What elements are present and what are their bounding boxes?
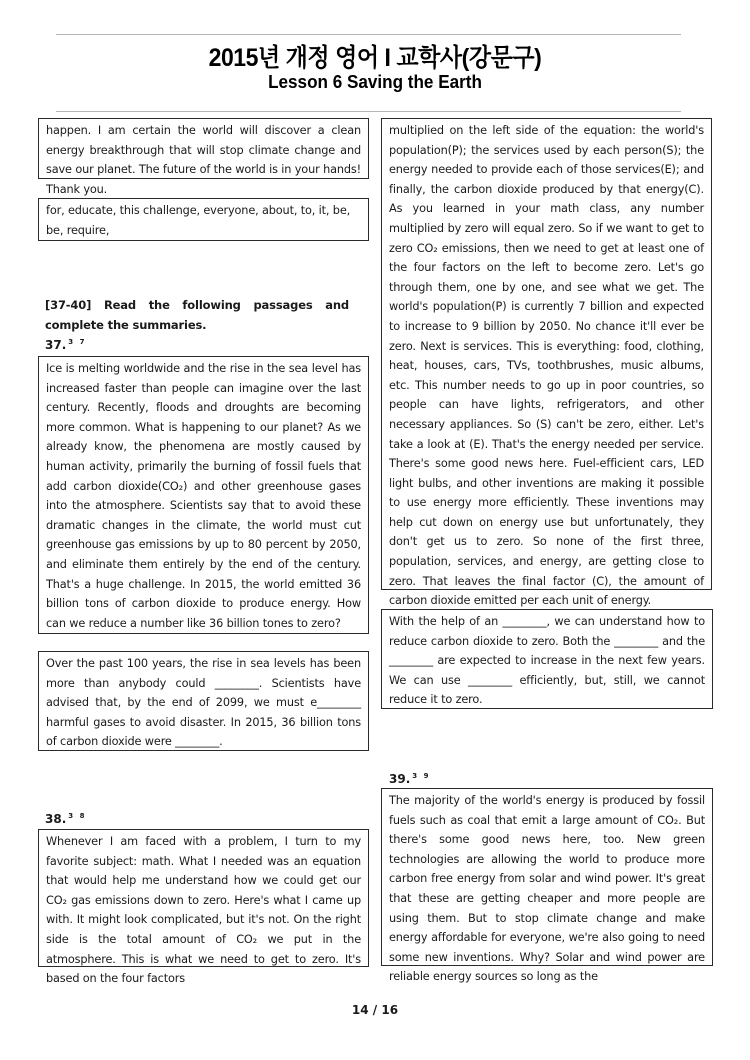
section-instructions [45, 296, 349, 335]
passage-continued-box [38, 118, 369, 196]
page-title: 2015년 개정 영어 I 교학사(강문구) [208, 44, 542, 72]
header-bottom-rule [56, 111, 681, 112]
word-bank-text: for, educate, this challenge, everyone, about, to, it, be, be, require, [46, 204, 351, 237]
question-39-number [389, 772, 430, 786]
q37-summary-box [38, 651, 369, 751]
q37-superscript: 3 7 [68, 338, 87, 346]
q37-label: 37. [45, 338, 67, 352]
q38-passage-continued-box [381, 118, 712, 608]
q39-passage-text: The majority of the world's energy is produced by fossil fuels such as coal that emit a large amount of CO₂. But there's some good news here, too. New green technologies are allowing the world to produce more carbon free energy from solar and wind power. It's great that these are getting cheaper and more people are using them. But to stop climate change and make energy affordable for everyone, we're also going to need some new inventions. Why? Solar and wind power are reliable energy sources so long as the [389, 794, 705, 984]
header-top-rule [56, 34, 681, 35]
q39-superscript: 3 9 [412, 772, 431, 780]
question-38-number [45, 812, 86, 826]
q38-passage-box [38, 829, 369, 986]
q38-passage-text: Whenever I am faced with a problem, I turn to my favorite subject: math. What I needed was an equation that would help me understand how we could get our CO₂ gas emissions down to zero. Here's what I came up with. It might look complicated, but it's not. On the right side is the total amount of CO₂ we put in the atmosphere. This is what we need to get to zero. It's based on the four factors [46, 835, 361, 986]
q38-passage-continued-text: multiplied on the left side of the equation: the world's population(P); the services used by each person(S); the energy needed to provide each of those services(E); and finally, the carbon dioxide produced by that energy(C). As you learned in your math class, any number multiplied by zero will equal zero. So if we want to get to zero CO₂ emissions, then we need to get at least one of the four factors on the left to become zero. Let's go through them, one by one, and see what we get. The world's population(P) is currently 7 billion and expected to increase to 9 billion by 2050. No chance it'll ever be zero. Next is services. This is everything: food, clothing, heat, houses, cars, TVs, toothbrushes, music albums, etc. This number needs to go up in poor countries, so people can have lights, refrigerators, and other necessary appliances. So (S) can't be zero, either. Let's take a look at (E). That's the energy needed per service. There's some good news here. Fuel-efficient cars, LED light bulbs, and other inventions are making it possible to use energy more efficiently. These inventions may help cut down on energy use but unfortunately, they don't get us to zero. So none of the first three, population, services, and energy, are getting close to zero. That leaves the final factor (C), the amount of carbon dioxide emitted per each unit of energy. [389, 124, 704, 608]
q39-label: 39. [389, 772, 411, 786]
passage-continued-text: happen. I am certain the world will discover a clean energy breakthrough that will stop climate change and save our planet. The future of the world is in your hands! Thank you. [46, 124, 361, 196]
page-number: 14 / 16 [351, 1003, 399, 1017]
instructions-text: [37-40] Read the following passages and complete the summaries. [45, 298, 349, 332]
q37-passage-box [38, 356, 369, 634]
q38-summary-box [381, 609, 713, 709]
q37-summary-text: Over the past 100 years, the rise in sea levels has been more than anybody could ________. Scientists have advised that, by the end of 2099, we must e________ harmful gases to avoid disaster. In 2015, 36 billion tons of carbon dioxide were ________. [46, 657, 361, 749]
word-bank-box [38, 198, 369, 241]
q37-passage-text: Ice is melting worldwide and the rise in the sea level has increased faster than people can imagine over the last century. Recently, floods and droughts are becoming more common. What is happening to our planet? As we already know, the phenomena are mostly caused by human activity, primarily the burning of fossil fuels that add carbon dioxide(CO₂) and other greenhouse gases into the atmosphere. Scientists say that to avoid these dramatic changes in the climate, the world must cut greenhouse gas emissions by up to 80 percent by 2050, and eliminate them entirely by the end of the century. That's a huge challenge. In 2015, the world emitted 36 billion tons of carbon dioxide to produce energy. How can we reduce a number like 36 billion tones to zero? [46, 362, 361, 630]
page-subtitle: Lesson 6 Saving the Earth [268, 72, 482, 92]
q38-summary-text: With the help of an ________, we can understand how to reduce carbon dioxide to zero. Both the ________ and the ________ are expected to increase in the next few years. We can use ________ efficiently, but, still, we cannot reduce it to zero. [389, 615, 705, 707]
q39-passage-box [381, 788, 713, 984]
question-37-number [45, 338, 86, 352]
q38-label: 38. [45, 812, 67, 826]
q38-superscript: 3 8 [68, 812, 87, 820]
